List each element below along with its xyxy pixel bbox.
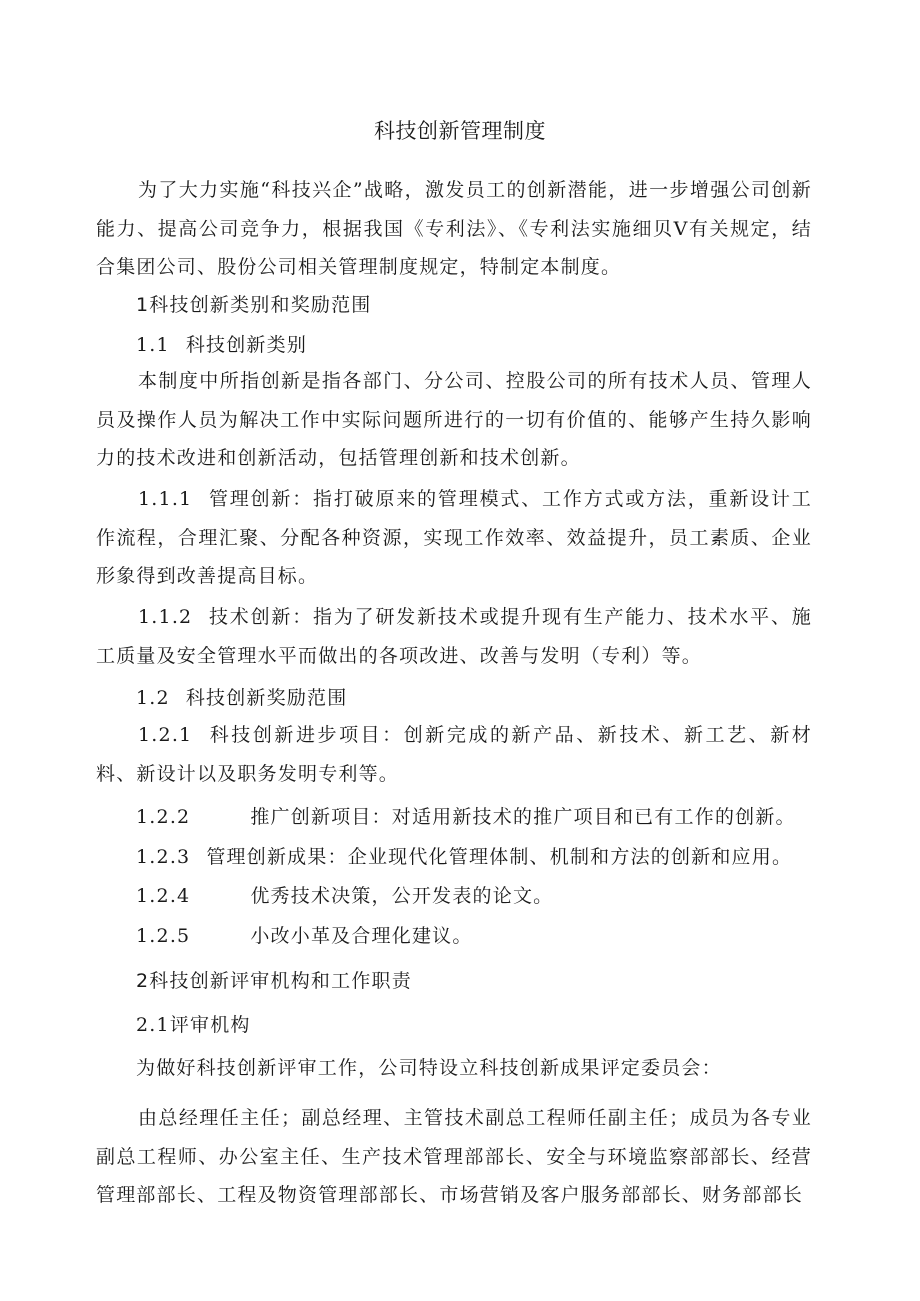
section-1-1-body: 本制度中所指创新是指各部门、分公司、控股公司的所有技术人员、管理人员及操作人员为解决工作中实际问题所进行的一切有价值的、能够产生持久影响力的技术改进和创新活动，包括管理创新和技术创新。 [96, 370, 812, 469]
section-1-2-3-number: 1.2.3 [136, 846, 191, 868]
section-1-2-2-number: 1.2.2 [136, 806, 191, 828]
section-1-number: 1 [136, 294, 150, 316]
section-1-2-5-text: 小改小革及合理化建议。 [250, 925, 473, 947]
section-2-1-number: 2.1 [136, 1014, 170, 1036]
section-1-2-heading [136, 683, 816, 713]
section-1-1-2-number: 1.1.2 [138, 606, 193, 628]
section-1-2-4-line [136, 881, 816, 911]
section-1-1-heading [136, 330, 816, 360]
section-1-1-2-text: 技术创新：指为了研发新技术或提升现有生产能力、技术水平、施工质量及安全管理水平而做出的各项改进、改善与发明（专利）等。 [96, 606, 812, 667]
section-1-1-1-paragraph [96, 480, 812, 596]
section-1-2-1-paragraph [96, 716, 812, 793]
document-title: 科技创新管理制度 [374, 119, 546, 143]
section-1-2-4-number: 1.2.4 [136, 885, 191, 907]
section-1-1-2-paragraph [96, 598, 812, 675]
section-1-2-2-line [136, 802, 816, 832]
section-1-1-1-number: 1.1.1 [138, 488, 193, 510]
section-2-1-heading [136, 1010, 816, 1040]
section-2-1-title: 评审机构 [169, 1014, 251, 1036]
section-1-2-2-text: 推广创新项目：对适用新技术的推广项目和已有工作的创新。 [250, 806, 796, 828]
section-2-number: 2 [136, 970, 150, 992]
section-1-2-1-number: 1.2.1 [138, 724, 193, 746]
section-2-1-members: 由总经理任主任；副总经理、主管技术副总工程师任副主任；成员为各专业副总工程师、办公室主任、生产技术管理部部长、安全与环境监察部部长、经营管理部部长、工程及物资管理部部长、市场营销及客户服务部部长、财务部部长 [96, 1107, 812, 1206]
section-2-1-body: 为做好科技创新评审工作，公司特设立科技创新成果评定委员会： [136, 1057, 722, 1079]
section-1-2-5-number: 1.2.5 [136, 925, 191, 947]
section-1-1-1-text: 管理创新：指打破原来的管理模式、工作方式或方法，重新设计工作流程，合理汇聚、分配各种资源，实现工作效率、效益提升，员工素质、企业形象得到改善提高目标。 [96, 488, 812, 587]
section-1-heading [136, 290, 816, 320]
section-1-2-1-text: 科技创新进步项目：创新完成的新产品、新技术、新工艺、新材料、新设计以及职务发明专利等。 [96, 724, 812, 785]
section-1-2-number: 1.2 [136, 687, 170, 709]
section-1-title: 科技创新类别和奖励范围 [149, 294, 372, 316]
section-2-title: 科技创新评审机构和工作职责 [149, 970, 412, 992]
section-1-2-5-line [136, 921, 816, 951]
section-1-2-4-text: 优秀技术决策，公开发表的论文。 [250, 885, 554, 907]
intro-paragraph: 为了大力实施“科技兴企”战略，激发员工的创新潜能，进一步增强公司创新能力、提高公司竞争力，根据我国《专利法》、《专利法实施细贝V有关规定，结合集团公司、股份公司相关管理制度规定，特制定本制度。 [96, 179, 812, 278]
section-1-1-number: 1.1 [136, 334, 170, 356]
section-1-2-3-line [136, 842, 816, 872]
section-1-2-title: 科技创新奖励范围 [185, 687, 348, 709]
section-2-heading [136, 966, 816, 996]
section-1-2-3-text: 管理创新成果：企业现代化管理体制、机制和方法的创新和应用。 [206, 846, 793, 868]
section-1-1-title: 科技创新类别 [185, 334, 308, 356]
